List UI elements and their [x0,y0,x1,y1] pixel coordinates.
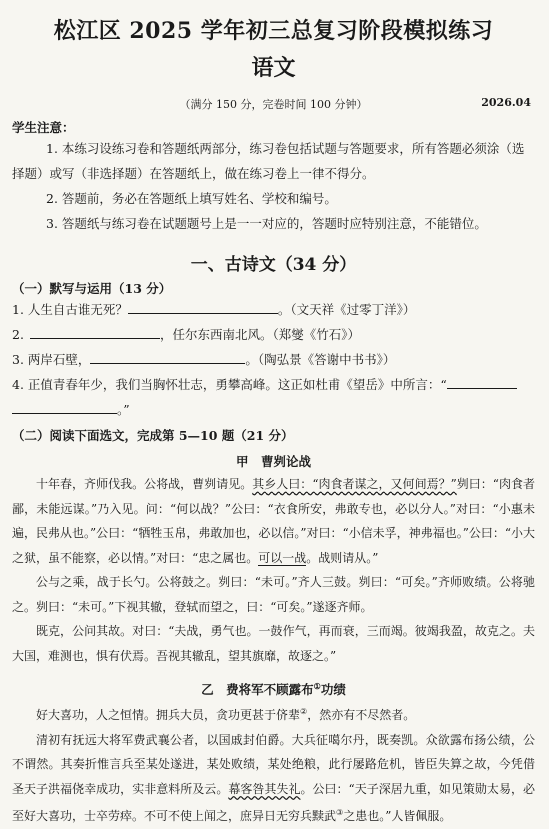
section-title: 一、古诗文（34 分） [190,255,357,275]
exam-title: 松江区 2025 学年初三总复习阶段模拟练习 [53,18,494,44]
text-run: 好大喜功，人之恒情。拥兵大员，贪功更甚于侪辈 [36,708,301,722]
notice-item: 3. 答题纸与练习卷在试题题号上是一一对应的，答题时应特别注意，不能错位。 [46,216,487,231]
text-run: 十年春，齐师伐我。公将战，曹刿请见。 [36,477,253,491]
notice-heading: 学生注意： [12,120,75,135]
footnote-mark: ① [313,680,321,691]
text-run: 乙 费将军不顾露布 [201,682,314,697]
question-3 [12,347,535,372]
exam-date: 2026.04 [481,96,531,109]
passage-a-paragraph [12,472,535,570]
answer-blank[interactable] [30,324,160,339]
text-run: ，然亦有不尽然者。 [307,708,416,722]
q3-prefix: 3. 两岸石壁， [12,352,91,367]
question-1 [12,297,535,322]
q1-suffix: 。（文天祥《过零丁洋》） [277,302,416,317]
text-run: 清初有抚远大将军费武襄公者，以国戚封伯爵。大兵征噶尔丹，既奏凯。众欲露布扬公绩，公不谓然。其奏折惟言兵至某处遂进，某处败绩，某处绝粮，此行屡路危机，皆臣失算之故，今凭借圣天子洪福侥幸成功，实非意料所及云。 [12,732,535,796]
wavy-underlined-sentence: 其乡人曰：“肉食者谋之，又何间焉？” [252,477,457,491]
footnote-mark: ③ [336,808,344,817]
q1-prefix: 1. 人生自古谁无死？ [12,302,128,317]
underlined-phrase: 可以一战 [258,550,307,565]
answer-blank[interactable] [128,299,278,314]
q2-suffix: ，任尔东西南北风。（郑燮《竹石》） [159,327,360,342]
q4-text: 4. 正值青春年少，我们当胸怀壮志，勇攀高峰。这正如杜甫《望岳》中所言：“ [12,377,447,392]
question-4 [12,372,535,422]
text-run: 功绩 [320,682,346,697]
text-run: 。公曰：“天子深居九重，如见策勋太易，必至好大喜功，士卒劳瘁。不可不使上闻之，庶异日无穷兵黩武 [12,781,535,823]
passage-a-paragraph: 既克，公问其故。对曰：“夫战，勇气也。一鼓作气，再而衰，三而竭。彼竭我盈，故克之。夫大国，难测也，惧有伏焉。吾视其辙乱，望其旗靡，故逐之。” [12,624,535,663]
passage-a-title: 甲 曹刿论战 [235,454,311,469]
text-run: 刿曰：“肉食者鄙，未能远谋。”乃入见。问：“何以战？”公曰：“衣食所安，弗敢专也，必以分人。”对曰：“小惠未遍，民弗从也。”公曰：“牺牲玉帛，弗敢加也，必以信。”对曰：“小信未孚，神弗福也。”公曰：“小大之狱，虽不能察，必以情。”对曰：“忠之属也。 [12,477,535,565]
part2-title: （二）阅读下面选文，完成第 5—10 题（21 分） [12,428,294,443]
answer-blank[interactable] [12,399,117,414]
question-2 [12,322,535,347]
notice-item: 1. 本练习设练习卷和答题纸两部分，练习卷包括试题与答题要求，所有答题必须涂（选择题）或写（非选择题）在答题纸上，做在练习卷上一律不得分。 [12,141,525,181]
passage-b-title [12,680,535,698]
notice-item: 2. 答题前，务必在答题纸上填写姓名、学校和编号。 [46,191,337,206]
q4-end: 。” [117,402,130,417]
footnote-mark: ② [300,707,308,716]
passage-a-paragraph: 公与之乘，战于长勺。公将鼓之。刿曰：“未可。”齐人三鼓。刿曰：“可矣。”齐师败绩。公将驰之。刿曰：“未可。”下视其辙，登轼而望之，曰：“可矣。”遂逐齐师。 [12,575,535,614]
text-run: 。战则请从。” [306,550,379,565]
q2-prefix: 2. [12,327,24,342]
exam-info-line [12,96,535,114]
exam-info: （满分 150 分，完卷时间 100 分钟） [179,98,368,111]
answer-blank[interactable] [90,349,245,364]
q3-suffix: 。（陶弘景《答谢中书书》） [245,352,396,367]
answer-blank[interactable] [447,374,517,389]
passage-b-paragraph [12,728,535,829]
text-run: 之患也。”人皆佩服。 [343,809,452,823]
subject-title: 语文 [251,55,296,81]
wavy-underlined-phrase: 幕客咎其失礼 [228,781,301,796]
notice-list [12,136,535,236]
part1-title: （一）默写与运用（13 分） [12,281,172,296]
passage-b-paragraph [12,700,535,728]
